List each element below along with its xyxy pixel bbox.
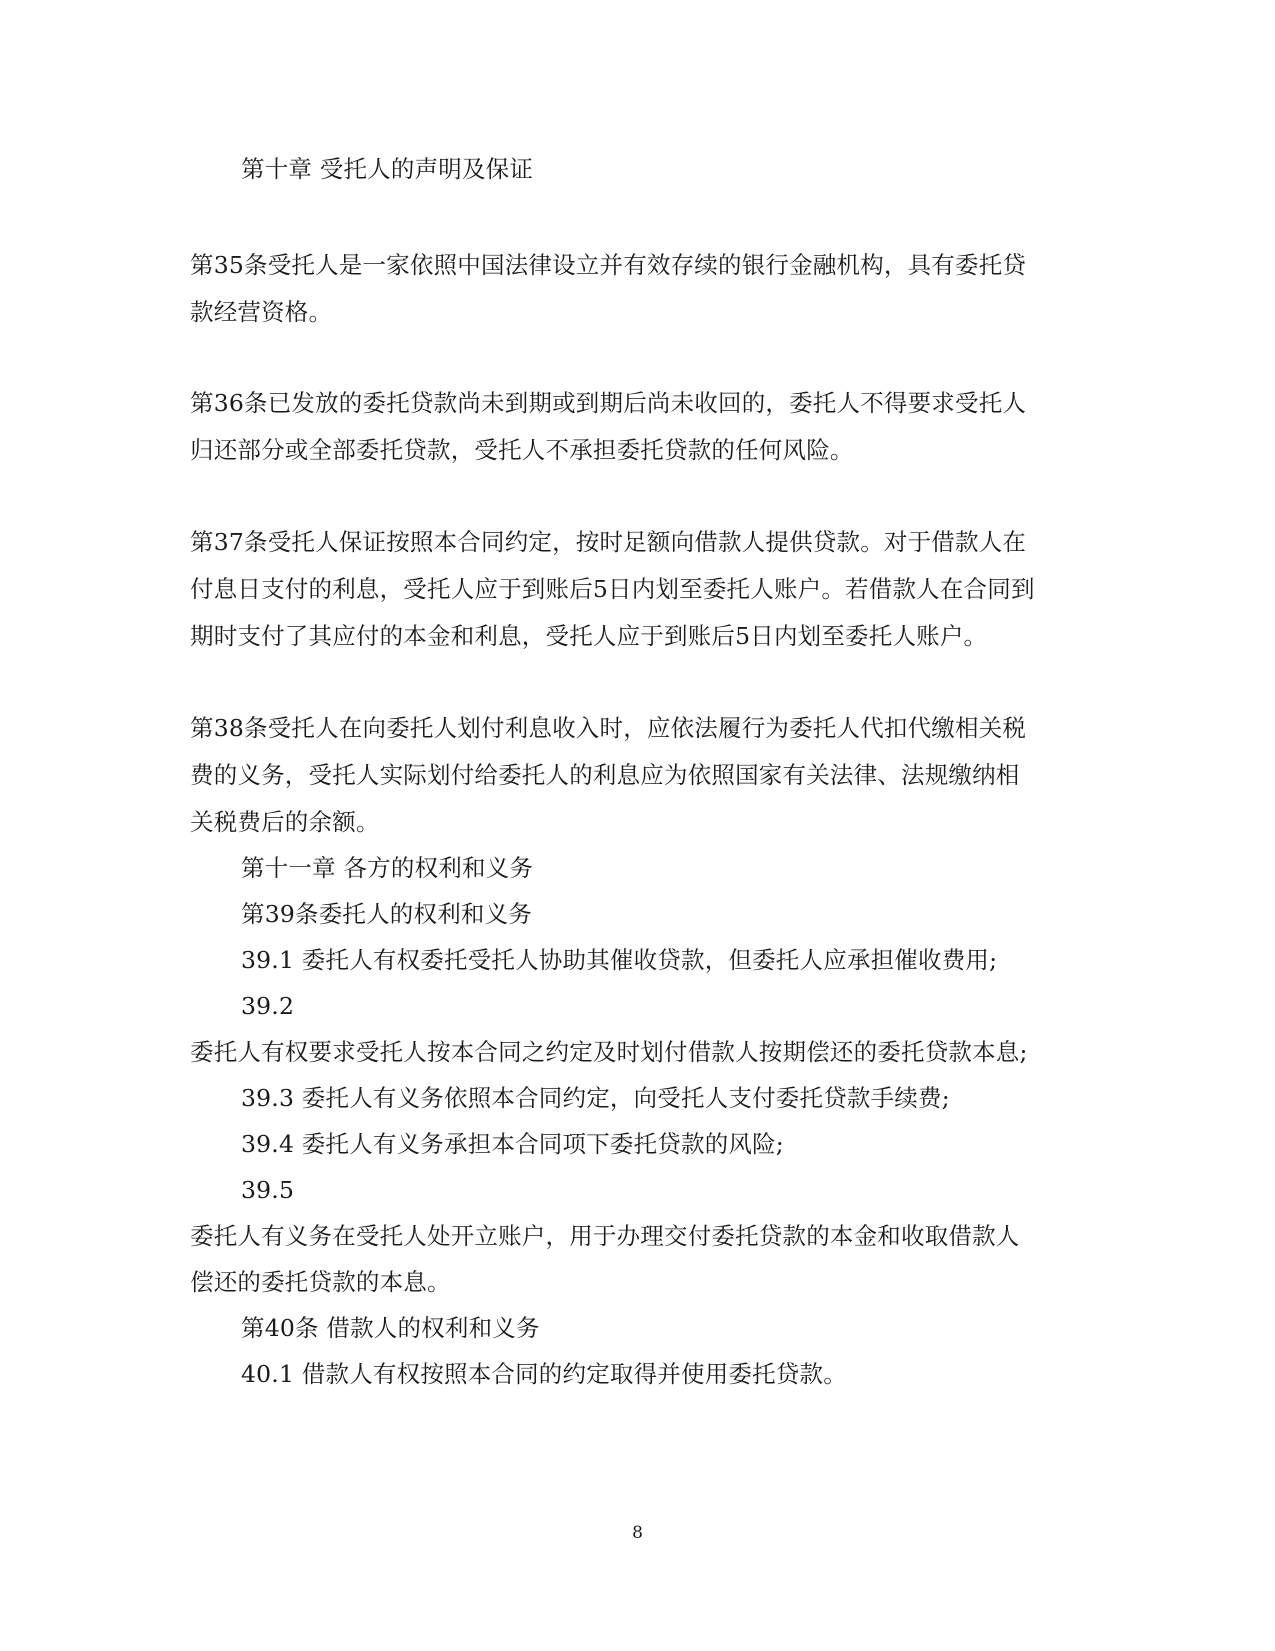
article-38-line-2: 费的义务，受托人实际划付给委托人的利息应为依照国家有关法律、法规缴纳相 (190, 761, 1020, 789)
article-36-line-2: 归还部分或全部委托贷款，受托人不承担委托贷款的任何风险。 (190, 436, 854, 464)
article-38-line-1: 第38条受托人在向委托人划付利息收入时，应依法履行为委托人代扣代缴相关税 (190, 714, 1027, 742)
article-37-line-1: 第37条受托人保证按照本合同约定，按时足额向借款人提供贷款。对于借款人在 (190, 528, 1027, 556)
chapter-10-heading: 第十章 受托人的声明及保证 (241, 155, 534, 183)
clause-39-1: 39.1 委托人有权委托受托人协助其催收贷款，但委托人应承担催收费用; (241, 946, 998, 974)
clause-39-4: 39.4 委托人有义务承担本合同项下委托贷款的风险; (241, 1130, 784, 1158)
clause-39-3: 39.3 委托人有义务依照本合同约定，向受托人支付委托贷款手续费; (241, 1084, 950, 1112)
clause-39-5-text-line-1: 委托人有义务在受托人处开立账户，用于办理交付委托贷款的本金和收取借款人 (190, 1222, 1020, 1250)
article-35-line-2: 款经营资格。 (190, 298, 333, 326)
article-38-line-3: 关税费后的余额。 (190, 808, 380, 836)
clause-40-1: 40.1 借款人有权按照本合同的约定取得并使用委托贷款。 (241, 1360, 847, 1388)
article-40-heading: 第40条 借款人的权利和义务 (241, 1314, 540, 1342)
clause-39-2-number: 39.2 (241, 992, 295, 1020)
article-37-line-3: 期时支付了其应付的本金和利息，受托人应于到账后5日内划至委托人账户。 (190, 622, 988, 650)
article-35-line-1: 第35条受托人是一家依照中国法律设立并有效存续的银行金融机构，具有委托贷 (190, 251, 1027, 279)
clause-39-2-text: 委托人有权要求受托人按本合同之约定及时划付借款人按期偿还的委托贷款本息; (190, 1038, 1028, 1066)
article-36-line-1: 第36条已发放的委托贷款尚未到期或到期后尚未收回的，委托人不得要求受托人 (190, 389, 1027, 417)
page-number: 8 (632, 1523, 643, 1543)
chapter-11-heading: 第十一章 各方的权利和义务 (241, 854, 534, 882)
article-37-line-2: 付息日支付的利息，受托人应于到账后5日内划至委托人账户。若借款人在合同到 (190, 575, 1035, 603)
clause-39-5-text-line-2: 偿还的委托贷款的本息。 (190, 1268, 451, 1296)
article-39-heading: 第39条委托人的权利和义务 (241, 900, 533, 928)
clause-39-5-number: 39.5 (241, 1176, 295, 1204)
